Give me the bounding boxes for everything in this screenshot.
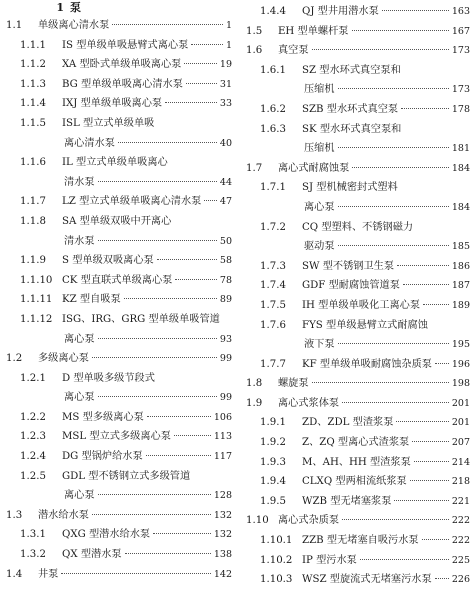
toc-entry[interactable] [240, 472, 470, 492]
toc-entry[interactable] [240, 2, 470, 22]
toc-entry-page: 218 [451, 476, 470, 488]
toc-entry[interactable] [240, 198, 470, 218]
toc-entry-page: 207 [451, 437, 470, 449]
toc-entry-page: 221 [451, 495, 470, 507]
toc-entry-number: 1.4 [6, 568, 23, 580]
dot-leader [191, 44, 223, 45]
dot-leader [204, 200, 217, 201]
dot-leader [98, 240, 217, 241]
toc-entry[interactable] [240, 531, 470, 551]
toc-entry[interactable] [240, 335, 470, 355]
toc-entry[interactable] [240, 61, 470, 81]
chapter-heading [0, 0, 232, 16]
chapter-number: 1 [56, 1, 64, 14]
toc-entry[interactable] [240, 237, 470, 257]
dot-leader [61, 573, 210, 574]
toc-entry-title: BG 型单级单吸离心清水泵 [62, 78, 183, 90]
toc-entry-title: SJ 型机械密封式塑料 [302, 182, 398, 194]
toc-entry-number: 1.1.11 [20, 294, 53, 306]
dot-leader [396, 421, 448, 422]
toc-entry[interactable] [240, 139, 470, 159]
dot-leader [338, 147, 449, 148]
toc-entry-page: 138 [213, 549, 232, 561]
toc-entry-page: 201 [451, 397, 470, 409]
toc-entry-number: 1.4.4 [260, 6, 286, 17]
toc-entry-page: 163 [451, 6, 470, 17]
toc-entry-number: 1.3.1 [20, 529, 46, 541]
toc-entry-number: 1.6 [246, 45, 263, 57]
dot-leader [147, 416, 211, 417]
dot-leader [397, 265, 449, 266]
toc-entry-title: 井泵 [38, 568, 59, 580]
toc-entry-title: 压缩机 [304, 143, 335, 155]
toc-entry-page: 184 [451, 162, 470, 174]
toc-entry-page: 40 [219, 137, 232, 149]
toc-entry-title: 离心式浆体泵 [278, 397, 340, 409]
toc-entry-page: 184 [451, 201, 470, 213]
toc-entry-number: 1.9.1 [260, 417, 286, 429]
toc-entry-number: 1.7.2 [260, 221, 286, 233]
dot-leader [412, 441, 449, 442]
dot-leader [352, 167, 449, 168]
toc-entry[interactable] [0, 16, 232, 36]
toc-entry-page: 58 [219, 255, 232, 267]
toc-entry-number: 1.7.5 [260, 299, 286, 311]
toc-entry[interactable] [0, 369, 232, 389]
dot-leader [401, 108, 449, 109]
toc-entry-number: 1.9.3 [260, 456, 286, 468]
toc-entry-title: 离心泵 [304, 201, 335, 213]
toc-entry-number: 1.9.5 [260, 495, 286, 507]
toc-entry-number: 1.6.1 [260, 64, 286, 76]
toc-entry-title: WZB 型无堵塞浆泵 [302, 495, 392, 507]
dot-leader [312, 49, 449, 50]
toc-entry-title: SW 型不锈钢卫生泵 [302, 260, 395, 272]
toc-entry[interactable] [240, 374, 470, 394]
toc-entry[interactable] [0, 447, 232, 467]
toc-entry-number: 1.10.1 [260, 535, 293, 547]
dot-leader [435, 363, 449, 364]
toc-entry-page: 214 [451, 456, 470, 468]
toc-entry-page: 226 [451, 574, 470, 586]
dot-leader [342, 402, 449, 403]
toc-entry[interactable] [0, 153, 232, 173]
toc-entry-title: 真空泵 [278, 45, 309, 57]
toc-entry[interactable] [240, 22, 470, 42]
toc-entry-title: SA 型单级双吸中开离心 [62, 215, 172, 227]
dot-leader [414, 461, 449, 462]
toc-entry[interactable] [0, 388, 232, 408]
toc-entry-title: EH 型单螺杆泵 [278, 25, 349, 37]
toc-entry-page: 132 [213, 529, 232, 541]
toc-entry-page: 181 [451, 143, 470, 155]
dot-leader [186, 83, 217, 84]
toc-entry-title: DG 型锅炉给水泵 [62, 451, 143, 463]
toc-entry-number: 1.1.8 [20, 215, 46, 227]
toc-entry-title: 离心泵 [64, 490, 95, 502]
toc-entry-page: 222 [451, 535, 470, 547]
toc-entry[interactable] [0, 134, 232, 154]
toc-entry-number: 1.1 [6, 20, 23, 31]
dot-leader [394, 500, 448, 501]
toc-entry-page: 1 [225, 20, 232, 31]
toc-entry-page: 128 [213, 490, 232, 502]
dot-leader [403, 284, 449, 285]
toc-entry-number: 1.7 [246, 162, 263, 174]
toc-entry-title: SZB 型水环式真空泵 [302, 103, 399, 115]
toc-entry-number: 1.7.7 [260, 358, 286, 370]
dot-leader [352, 30, 449, 31]
toc-entry[interactable] [0, 173, 232, 193]
toc-entry-page: 33 [219, 98, 232, 110]
dot-leader [98, 338, 217, 339]
toc-entry-number: 1.10.3 [260, 574, 293, 586]
toc-entry-number: 1.1.2 [20, 59, 46, 71]
toc-entry-title: ISL 型立式单级单吸 [62, 117, 155, 129]
toc-entry-title: 单级离心清水泵 [38, 20, 110, 31]
toc-entry-number: 1.1.12 [20, 313, 53, 325]
dot-leader [338, 88, 449, 89]
toc-entry[interactable] [240, 551, 470, 571]
dot-leader [146, 455, 211, 456]
toc-entry-page: 222 [451, 515, 470, 527]
toc-entry-page: 198 [451, 378, 470, 390]
toc-entry-number: 1.1.5 [20, 117, 46, 129]
toc-entry-title: MSL 型立式多级离心泵 [62, 431, 171, 443]
toc-entry[interactable] [240, 80, 470, 100]
toc-entry-title: GDF 型耐腐蚀管道泵 [302, 280, 400, 292]
toc-entry[interactable] [0, 565, 232, 585]
toc-entry-title: IL 型立式单级单吸离心 [62, 157, 168, 169]
toc-entry[interactable] [0, 94, 232, 114]
toc-entry-title: KZ 型自吸泵 [62, 294, 121, 306]
toc-entry[interactable] [240, 433, 470, 453]
dot-leader [92, 514, 211, 515]
toc-entry-page: 189 [451, 299, 470, 311]
dot-leader [153, 533, 211, 534]
toc-entry-page: 132 [213, 509, 232, 521]
toc-entry[interactable] [240, 570, 470, 590]
toc-entry-title: IP 型污水泵 [302, 554, 357, 566]
toc-entry-title: 压缩机 [304, 84, 335, 96]
toc-entry[interactable] [240, 394, 470, 414]
toc-entry-title: 驱动泵 [304, 241, 335, 253]
toc-entry[interactable] [240, 316, 470, 336]
dot-leader [98, 396, 217, 397]
dot-leader [124, 298, 217, 299]
toc-entry[interactable] [240, 257, 470, 277]
toc-entry-title: SZ 型水环式真空泵和 [302, 64, 401, 76]
toc-entry-title: ISG、IRG、GRG 型单级单吸管道 [62, 313, 220, 325]
toc-entry-number: 1.7.4 [260, 280, 286, 292]
chapter-title: 泵 [70, 1, 81, 14]
toc-entry[interactable] [0, 310, 232, 330]
toc-entry-number: 1.1.1 [20, 39, 46, 51]
toc-entry-title: 螺旋泵 [278, 378, 309, 390]
toc-entry-number: 1.6.3 [260, 123, 286, 135]
toc-entry-number: 1.7.6 [260, 319, 286, 331]
toc-entry[interactable] [0, 212, 232, 232]
toc-entry-title: LZ 型立式单级单吸离心清水泵 [62, 196, 202, 208]
toc-entry-number: 1.5 [246, 25, 263, 37]
dot-leader [410, 480, 449, 481]
toc-entry[interactable] [0, 545, 232, 565]
toc-entry-page: 167 [451, 25, 470, 37]
toc-entry-title: FYS 型单级悬臂立式耐腐蚀 [302, 319, 428, 331]
toc-entry-title: 离心清水泵 [64, 137, 115, 149]
toc-entry-number: 1.9.2 [260, 437, 286, 449]
toc-entry-number: 1.10 [246, 515, 269, 527]
toc-entry[interactable] [0, 349, 232, 369]
toc-entry[interactable] [0, 251, 232, 271]
toc-entry-page: 99 [219, 353, 232, 365]
toc-entry-title: MS 型多级离心泵 [62, 411, 144, 423]
toc-entry-number: 1.1.7 [20, 196, 46, 208]
toc-entry-title: CK 型直联式单级离心泵 [62, 274, 173, 286]
dot-leader [435, 578, 449, 579]
toc-entry-title: GDL 型不锈钢立式多级管道 [62, 470, 191, 482]
toc-entry-page: 201 [451, 417, 470, 429]
toc-entry-number: 1.2.2 [20, 411, 46, 423]
toc-entry-number: 1.8 [246, 378, 263, 390]
toc-entry-page: 113 [213, 431, 232, 443]
toc-entry[interactable] [0, 55, 232, 75]
dot-leader [423, 304, 449, 305]
dot-leader [98, 494, 211, 495]
dot-leader [184, 63, 217, 64]
toc-entry-page: 19 [219, 59, 232, 71]
toc-entry[interactable] [0, 330, 232, 350]
toc-entry-page: 50 [219, 235, 232, 247]
toc-entry-number: 1.7.1 [260, 182, 286, 194]
toc-entry-title: ZD、ZDL 型渣浆泵 [302, 417, 394, 429]
toc-entry-page: 173 [451, 45, 470, 57]
toc-entry[interactable] [240, 511, 470, 531]
toc-entry[interactable] [240, 41, 470, 61]
toc-entry-page: 142 [213, 568, 232, 580]
toc-entry-page: 196 [451, 358, 470, 370]
toc-entry-title: IS 型单级单吸悬臂式离心泵 [62, 39, 189, 51]
toc-entry[interactable] [240, 296, 470, 316]
toc-entry[interactable] [0, 427, 232, 447]
toc-entry[interactable] [240, 159, 470, 179]
dot-leader [174, 435, 211, 436]
toc-entry-title: 多级离心泵 [38, 353, 89, 365]
dot-leader [342, 519, 449, 520]
toc-entry-page: 99 [219, 392, 232, 404]
toc-entry[interactable] [0, 467, 232, 487]
dot-leader [422, 539, 449, 540]
toc-entry-page: 106 [213, 411, 232, 423]
toc-entry-title: 潜水给水泵 [38, 509, 89, 521]
toc-entry[interactable] [0, 525, 232, 545]
dot-leader [382, 10, 449, 11]
toc-entry-title: QX 型潜水泵 [62, 549, 122, 561]
toc-left-column [0, 0, 232, 584]
toc-entry-page: 31 [219, 78, 232, 90]
toc-entry-title: CLXQ 型两相流纸浆泵 [302, 476, 407, 488]
toc-entry-title: Z、ZQ 型离心式渣浆泵 [302, 437, 410, 449]
dot-leader [92, 357, 217, 358]
toc-entry-title: 清水泵 [64, 176, 95, 188]
toc-entry[interactable] [240, 276, 470, 296]
toc-entry-title: QXG 型潜水给水泵 [62, 529, 151, 541]
toc-entry-number: 1.3 [6, 509, 23, 521]
toc-entry-page: 186 [451, 260, 470, 272]
toc-entry-page: 47 [219, 196, 232, 208]
toc-entry[interactable] [0, 486, 232, 506]
toc-entry-title: XA 型卧式单级单吸离心泵 [62, 59, 182, 71]
dot-leader [338, 343, 449, 344]
dot-leader [118, 142, 217, 143]
toc-entry[interactable] [0, 192, 232, 212]
toc-entry-page: 93 [219, 333, 232, 345]
toc-entry-title: 清水泵 [64, 235, 95, 247]
toc-entry-page: 185 [451, 241, 470, 253]
toc-entry[interactable] [240, 178, 470, 198]
toc-entry-number: 1.2.5 [20, 470, 46, 482]
toc-entry-title: 离心式耐腐蚀泵 [278, 162, 350, 174]
toc-entry-page: 44 [219, 176, 232, 188]
toc-entry-title: CQ 型塑料、不锈钢磁力 [302, 221, 414, 233]
toc-entry-number: 1.1.10 [20, 274, 53, 286]
toc-entry-number: 1.2.4 [20, 451, 46, 463]
toc-entry-number: 1.1.6 [20, 157, 46, 169]
toc-entry[interactable] [240, 492, 470, 512]
toc-entry-number: 1.9 [246, 397, 263, 409]
toc-entry[interactable] [0, 36, 232, 56]
dot-leader [157, 259, 217, 260]
toc-entry-number: 1.7.3 [260, 260, 286, 272]
toc-entry[interactable] [0, 408, 232, 428]
toc-entry-page: 117 [213, 451, 232, 463]
toc-entry-number: 1.1.3 [20, 78, 46, 90]
toc-entry[interactable] [240, 355, 470, 375]
toc-entry-title: WSZ 型旋流式无堵塞污水泵 [302, 574, 432, 586]
toc-entry[interactable] [240, 100, 470, 120]
toc-entry-page: 195 [451, 339, 470, 351]
toc-entry-page: 173 [451, 84, 470, 96]
toc-entry[interactable] [0, 506, 232, 526]
toc-entry-number: 1.1.9 [20, 255, 46, 267]
toc-entry-title: S 型单级双吸离心泵 [62, 255, 154, 267]
dot-leader [112, 24, 223, 25]
toc-entry[interactable] [240, 453, 470, 473]
toc-entry-title: IXJ 型单级单吸离心泵 [62, 98, 163, 110]
toc-entry[interactable] [0, 75, 232, 95]
toc-entry[interactable] [0, 114, 232, 134]
toc-entry-title: ZZB 型无堵塞自吸污水泵 [302, 535, 419, 547]
toc-entry-page: 178 [451, 103, 470, 115]
toc-entry-number: 1.9.4 [260, 476, 286, 488]
toc-entry[interactable] [240, 120, 470, 140]
toc-entry-page: 1 [225, 39, 232, 51]
toc-entry-title: 液下泵 [304, 339, 335, 351]
toc-entry[interactable] [0, 232, 232, 252]
dot-leader [98, 181, 217, 182]
toc-right-column [240, 0, 470, 590]
dot-leader [312, 382, 449, 383]
toc-entry-page: 78 [219, 274, 232, 286]
toc-entry-title: 离心式杂质泵 [278, 515, 340, 527]
toc-entry-number: 1.1.4 [20, 98, 46, 110]
toc-entry-number: 1.2.1 [20, 372, 46, 384]
toc-entry-number: 1.6.2 [260, 103, 286, 115]
dot-leader [125, 553, 211, 554]
toc-entry-title: M、AH、HH 型渣浆泵 [302, 456, 411, 468]
toc-entry-number: 1.10.2 [260, 554, 293, 566]
toc-entry[interactable] [0, 271, 232, 291]
dot-leader [175, 279, 217, 280]
toc-entry[interactable] [240, 218, 470, 238]
toc-entry-number: 1.3.2 [20, 549, 46, 561]
toc-entry-number: 1.2.3 [20, 431, 46, 443]
toc-entry-title: KF 型单级单吸耐腐蚀杂质泵 [302, 358, 432, 370]
toc-entry[interactable] [240, 413, 470, 433]
dot-leader [338, 206, 449, 207]
toc-entry-page: 89 [219, 294, 232, 306]
toc-entry-page: 187 [451, 280, 470, 292]
toc-entry-title: 离心泵 [64, 333, 95, 345]
toc-entry-title: SK 型水环式真空泵和 [302, 123, 402, 135]
toc-entry-title: QJ 型井用潜水泵 [302, 6, 379, 17]
toc-entry-title: IH 型单级单吸化工离心泵 [302, 299, 421, 311]
dot-leader [165, 102, 217, 103]
toc-entry-page: 225 [451, 554, 470, 566]
dot-leader [360, 559, 449, 560]
dot-leader [338, 245, 449, 246]
toc-entry-title: 离心泵 [64, 392, 95, 404]
toc-entry-title: D 型单吸多级节段式 [62, 372, 155, 384]
toc-entry[interactable] [0, 290, 232, 310]
toc-entry-number: 1.2 [6, 353, 23, 365]
